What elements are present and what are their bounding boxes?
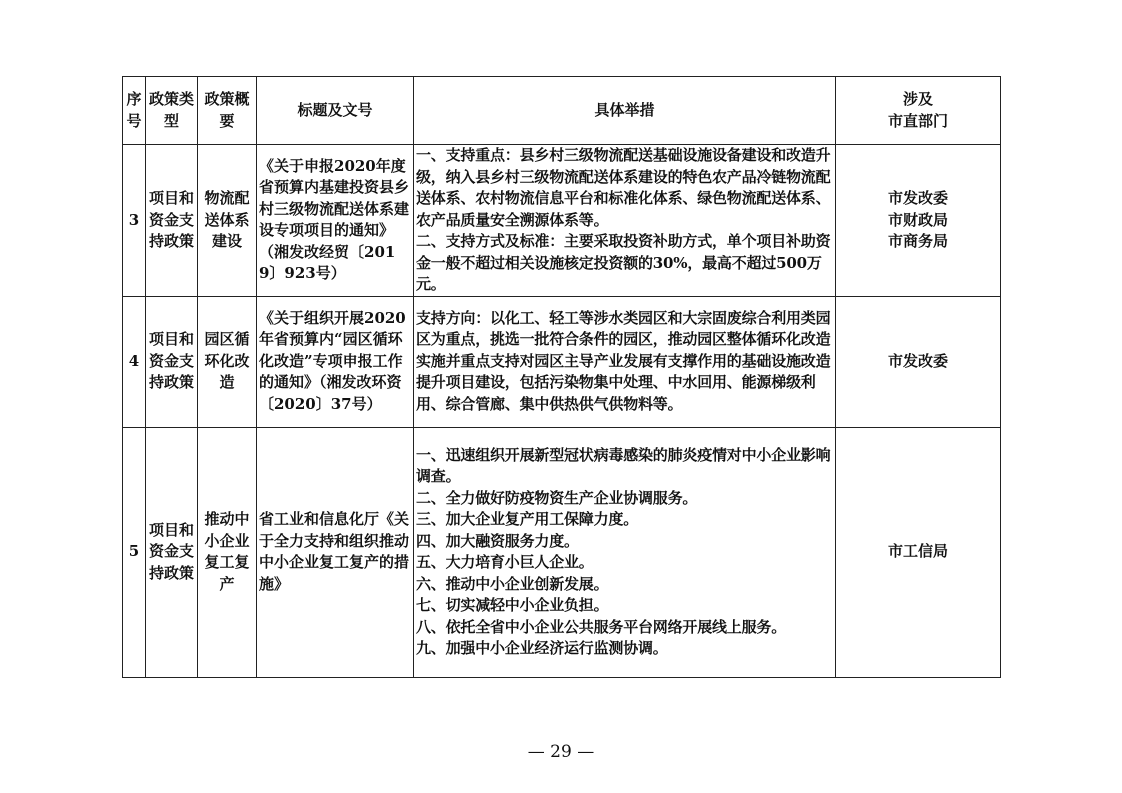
- row-summary: 园区循环化改造: [198, 296, 257, 427]
- policy-table: [122, 76, 1001, 678]
- header-departments: 涉及 市直部门: [836, 77, 1001, 145]
- table-row: [123, 296, 1001, 427]
- table-row: [123, 145, 1001, 297]
- header-summary: 政策概要: [198, 77, 257, 145]
- row-departments: 市发改委 市财政局 市商务局: [836, 145, 1001, 297]
- row-measures: 一、迅速组织开展新型冠状病毒感染的肺炎疫情对中小企业影响调查。 二、全力做好防疫物资生产企业协调服务。 三、加大企业复产用工保障力度。 四、加大融资服务力度。 五、大力培育小巨人企业。 六、推动中小企业创新发展。 七、切实减轻中小企业负担。 八、依托全省中小企业公共服务平台网络开展线上服务。 九、加强中小企业经济运行监测协调。: [414, 427, 836, 677]
- row-title: 《关于组织开展2020年省预算内“园区循环化改造”专项申报工作的通知》（湘发改环资〔2020〕37号）: [257, 296, 414, 427]
- row-departments: 市工信局: [836, 427, 1001, 677]
- row-no: 5: [123, 427, 146, 677]
- row-no: 3: [123, 145, 146, 297]
- row-departments: 市发改委: [836, 296, 1001, 427]
- row-type: 项目和资金支持政策: [146, 296, 198, 427]
- row-type: 项目和资金支持政策: [146, 427, 198, 677]
- row-measures: 一、支持重点：县乡村三级物流配送基础设施设备建设和改造升级，纳入县乡村三级物流配送体系建设的特色农产品冷链物流配送体系、农村物流信息平台和标准化体系、绿色物流配送体系、农产品质量安全溯源体系等。 二、支持方式及标准：主要采取投资补助方式，单个项目补助资金一般不超过相关设施核定投资额的30%，最高不超过500万元。: [414, 145, 836, 297]
- header-no: 序号: [123, 77, 146, 145]
- row-summary: 推动中小企业复工复产: [198, 427, 257, 677]
- header-title: 标题及文号: [257, 77, 414, 145]
- table-header-row: [123, 77, 1001, 145]
- header-measures: 具体举措: [414, 77, 836, 145]
- row-summary: 物流配送体系建设: [198, 145, 257, 297]
- page-number: — 29 —: [527, 742, 595, 762]
- row-title: 省工业和信息化厅《关于全力支持和组织推动中小企业复工复产的措施》: [257, 427, 414, 677]
- row-no: 4: [123, 296, 146, 427]
- row-type: 项目和资金支持政策: [146, 145, 198, 297]
- header-type: 政策类型: [146, 77, 198, 145]
- row-measures: 支持方向：以化工、轻工等涉水类园区和大宗固废综合利用类园区为重点，挑选一批符合条件的园区，推动园区整体循环化改造实施并重点支持对园区主导产业发展有支撑作用的基础设施改造提升项目建设，包括污染物集中处理、中水回用、能源梯级利用、综合管廊、集中供热供气供物料等。: [414, 296, 836, 427]
- table-row: [123, 427, 1001, 677]
- row-title: 《关于申报2020年度省预算内基建投资县乡村三级物流配送体系建设专项项目的通知》（湘发改经贸〔2019〕923号）: [257, 145, 414, 297]
